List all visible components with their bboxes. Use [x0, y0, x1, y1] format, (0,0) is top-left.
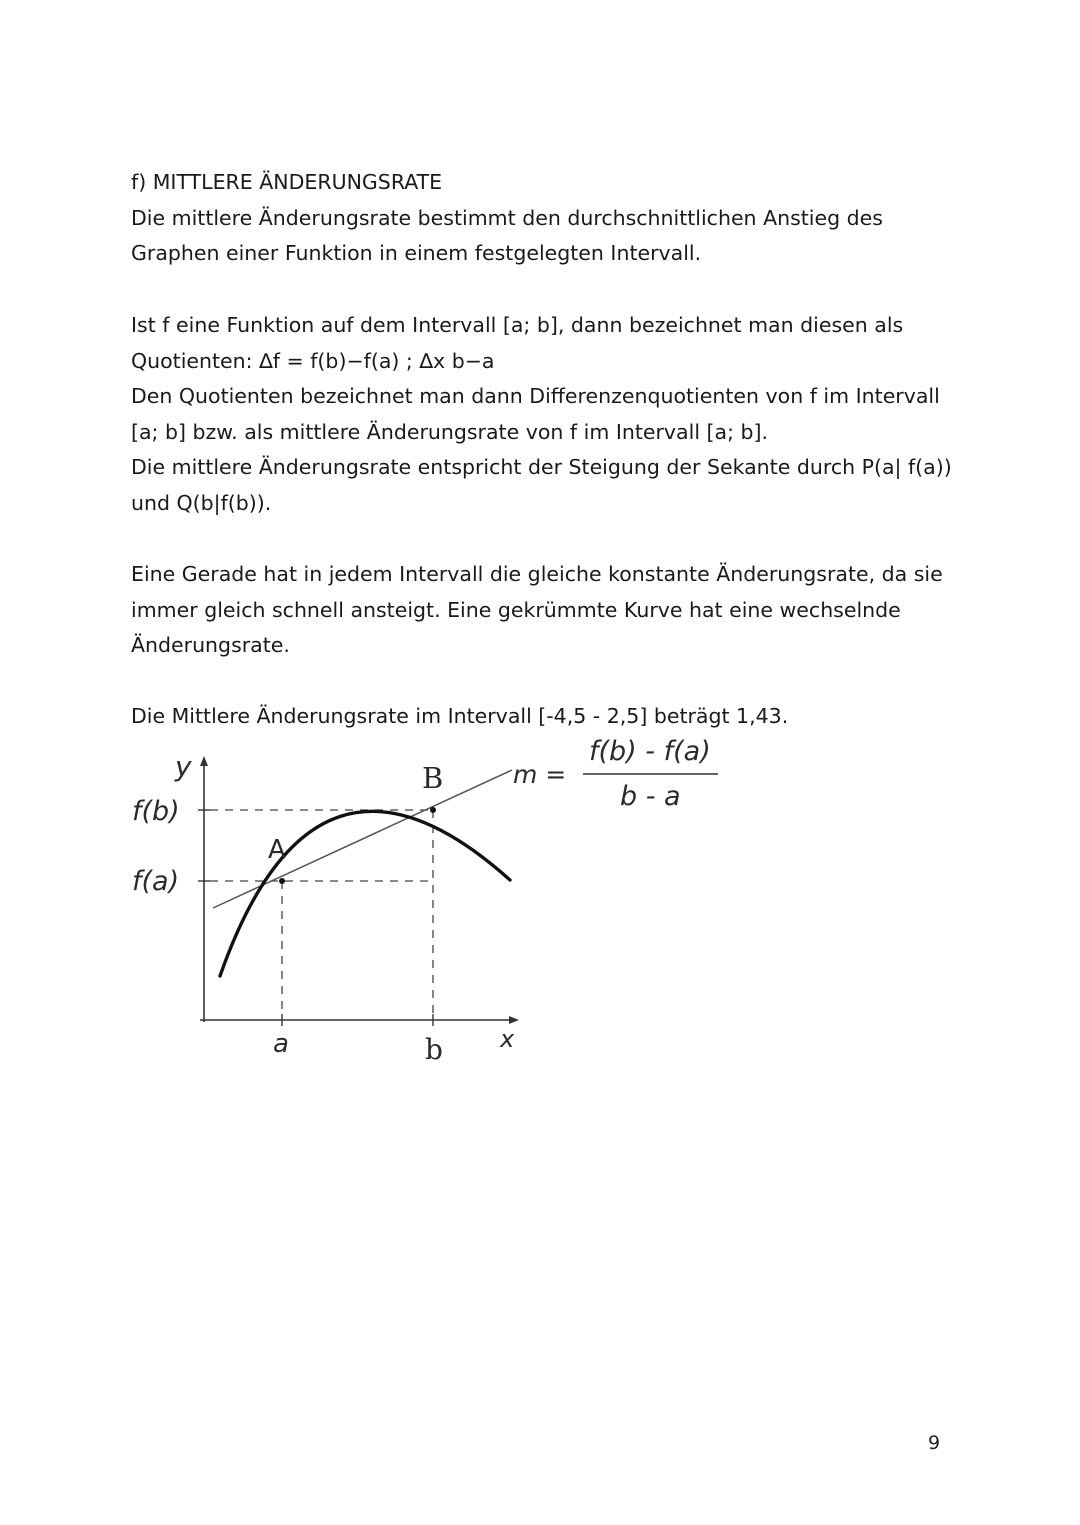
fa-label: f(a) [132, 866, 180, 897]
point-b [430, 807, 436, 813]
point-a [279, 878, 285, 884]
intro-block [131, 165, 961, 272]
fb-label: f(b) [132, 796, 180, 827]
secant-diagram [120, 730, 740, 1075]
definition-line: [a; b] bzw. als mittlere Änderungsrate von f im Intervall [a; b]. [131, 419, 769, 444]
point-b-label: B [422, 761, 444, 795]
formula-denominator: b - a [620, 781, 681, 812]
intro-line: Graphen einer Funktion in einem festgelegten Intervall. [131, 241, 702, 265]
function-curve [220, 811, 510, 976]
definition-line: Die mittlere Änderungsrate entspricht der Steigung der Sekante durch P(a| f(a)) [131, 455, 952, 479]
example-line: Die Mittlere Änderungsrate im Intervall [-4,5 - 2,5] beträgt 1,43. [131, 704, 789, 728]
secant-figure [120, 730, 740, 1075]
definition-line: Quotienten: ∆f = f(b)−f(a) ; ∆x b−a [131, 348, 495, 373]
comparison-line: Änderungsrate. [131, 633, 290, 657]
comparison-line: immer gleich schnell ansteigt. Eine gekrümmte Kurve hat eine wechselnde [131, 597, 901, 622]
formula-m: m = [513, 760, 567, 789]
definition-line: Ist f eine Funktion auf dem Intervall [a; b], dann bezeichnet man diesen als [131, 313, 904, 337]
point-a-label: A [268, 835, 286, 865]
x-axis-label: x [500, 1025, 515, 1053]
tick-a-label: a [273, 1029, 289, 1059]
y-axis-arrow [200, 756, 208, 766]
x-axis-arrow [509, 1016, 519, 1024]
section-heading: f) MITTLERE ÄNDERUNGSRATE [131, 170, 443, 194]
page-number: 9 [928, 1432, 941, 1454]
comparison-paragraph [131, 557, 961, 664]
comparison-line: Eine Gerade hat in jedem Intervall die gleiche konstante Änderungsrate, da sie [131, 562, 943, 586]
y-axis-label: y [175, 750, 192, 783]
definition-line: Den Quotienten bezeichnet man dann Differenzenquotienten von f im Intervall [131, 384, 940, 408]
definition-line: und Q(b|f(b)). [131, 490, 272, 515]
tick-b-label: b [425, 1033, 443, 1066]
definition-paragraph [131, 308, 961, 521]
secant-line [213, 770, 512, 908]
formula-numerator: f(b) - f(a) [589, 736, 711, 767]
intro-line: Die mittlere Änderungsrate bestimmt den durchschnittlichen Anstieg des [131, 205, 883, 230]
